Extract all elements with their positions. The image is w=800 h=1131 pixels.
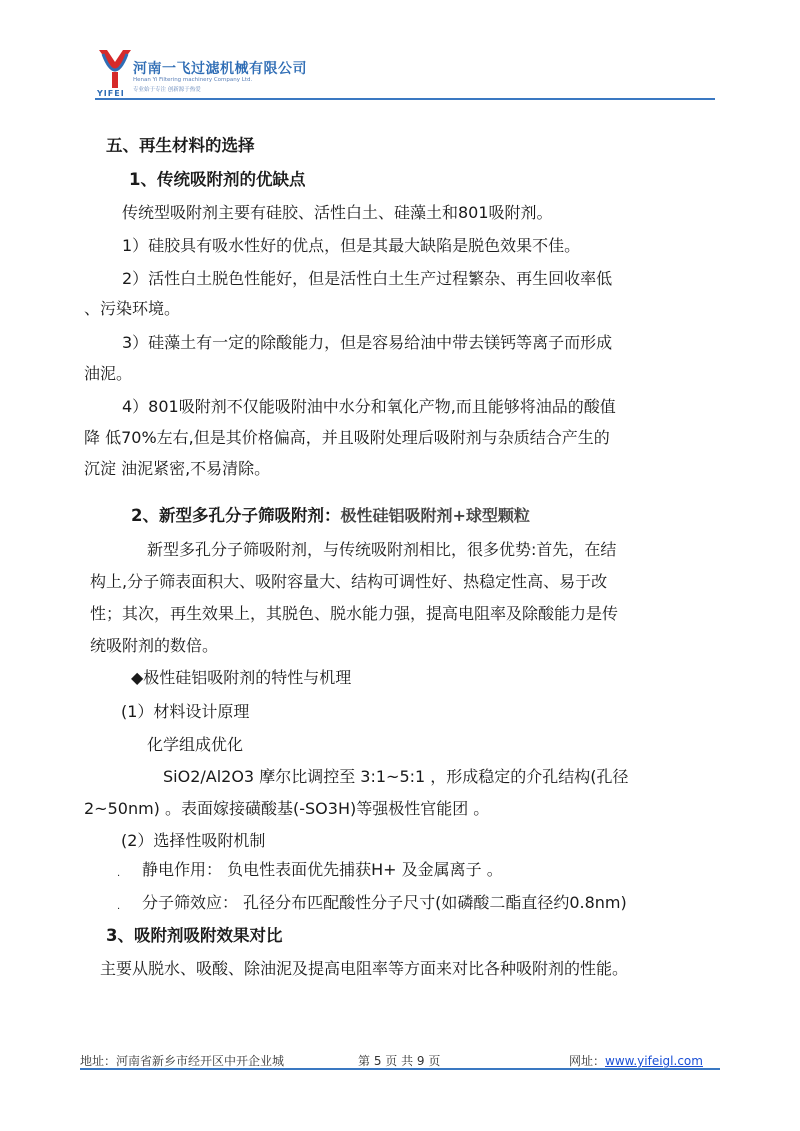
paragraph-5-line-3: 沉淀 油泥紧密,不易清除。 xyxy=(84,459,271,478)
subsection-title-3: 3、吸附剂吸附效果对比 xyxy=(106,926,283,945)
company-slogan: 专业始于专注 创新源于热爱 xyxy=(133,87,201,93)
subsection-title-1: 1、传统吸附剂的优缺点 xyxy=(129,170,306,189)
company-name-en: Henan Yi Filtering machinery Company Ltd. xyxy=(133,77,253,83)
paragraph-2: 1）硅胶具有吸水性好的优点，但是其最大缺陷是脱色效果不佳。 xyxy=(122,236,581,255)
paragraph-6-line-4: 统吸附剂的数倍。 xyxy=(90,636,219,655)
mechanism-2: 分子筛效应： 孔径分布匹配酸性分子尺寸(如磷酸二酯直径约0.8nm) xyxy=(142,893,627,912)
company-name: 河南一飞过滤机械有限公司 xyxy=(133,61,307,77)
subsection-title-2 xyxy=(131,506,530,526)
list-dot-2: . xyxy=(117,901,121,912)
paragraph-7-line-2: 2~50nm) 。表面嫁接磺酸基(-SO3H)等强极性官能团 。 xyxy=(84,799,490,818)
paragraph-5-line-2: 降 低70%左右,但是其价格偏高，并且吸附处理后吸附剂与杂质结合产生的 xyxy=(84,428,610,447)
paragraph-3-line-2: 、污染环境。 xyxy=(84,299,181,318)
bullet-heading: ◆极性硅铝吸附剂的特性与机理 xyxy=(131,668,352,687)
list-item-1: (1）材料设计原理 xyxy=(121,702,250,721)
footer-website xyxy=(569,1052,703,1069)
list-item-1-subtitle: 化学组成优化 xyxy=(147,735,244,754)
footer-divider xyxy=(80,1068,720,1070)
section-title: 五、再生材料的选择 xyxy=(106,136,255,155)
header-divider xyxy=(95,98,715,100)
logo-text: YIFEI xyxy=(97,89,125,98)
paragraph-3-line-1: 2）活性白土脱色性能好，但是活性白土生产过程繁杂、再生回收率低 xyxy=(122,269,613,288)
paragraph-4-line-2: 油泥。 xyxy=(84,364,133,383)
paragraph-6-line-3: 性；其次，再生效果上，其脱色、脱水能力强，提高电阻率及除酸能力是传 xyxy=(90,604,619,623)
mechanism-1: 静电作用： 负电性表面优先捕获H+ 及金属离子 。 xyxy=(142,860,503,879)
subsection-title-2-label: 2、新型多孔分子筛吸附剂： xyxy=(131,506,341,525)
footer-address: 地址：河南省新乡市经开区中开企业城 xyxy=(80,1054,285,1068)
paragraph-1: 传统型吸附剂主要有硅胶、活性白土、硅藻土和801吸附剂。 xyxy=(122,203,553,222)
paragraph-5-line-1: 4）801吸附剂不仅能吸附油中水分和氧化产物,而且能够将油品的酸值 xyxy=(122,397,616,416)
paragraph-8: 主要从脱水、吸酸、除油泥及提高电阻率等方面来对比各种吸附剂的性能。 xyxy=(100,959,629,978)
footer-website-link[interactable]: www.yifeigl.com xyxy=(605,1054,703,1068)
page-header xyxy=(95,44,715,106)
footer-website-label: 网址： xyxy=(569,1054,606,1068)
list-dot-1: . xyxy=(117,868,121,879)
paragraph-6-line-2: 构上,分子筛表面积大、吸附容量大、结构可调性好、热稳定性高、易于改 xyxy=(90,572,608,591)
paragraph-6-line-1: 新型多孔分子筛吸附剂，与传统吸附剂相比，很多优势:首先，在结 xyxy=(147,540,617,559)
footer-page-number: 第 5 页 共 9 页 xyxy=(358,1054,441,1068)
subsection-title-2-highlight: 极性硅铝吸附剂+球型颗粒 xyxy=(340,506,530,525)
paragraph-7-line-1: SiO2/Al2O3 摩尔比调控至 3:1~5:1 ，形成稳定的介孔结构(孔径 xyxy=(163,767,629,786)
paragraph-4-line-1: 3）硅藻土有一定的除酸能力，但是容易给油中带去镁钙等离子而形成 xyxy=(122,333,613,352)
list-item-2: (2）选择性吸附机制 xyxy=(121,831,266,850)
